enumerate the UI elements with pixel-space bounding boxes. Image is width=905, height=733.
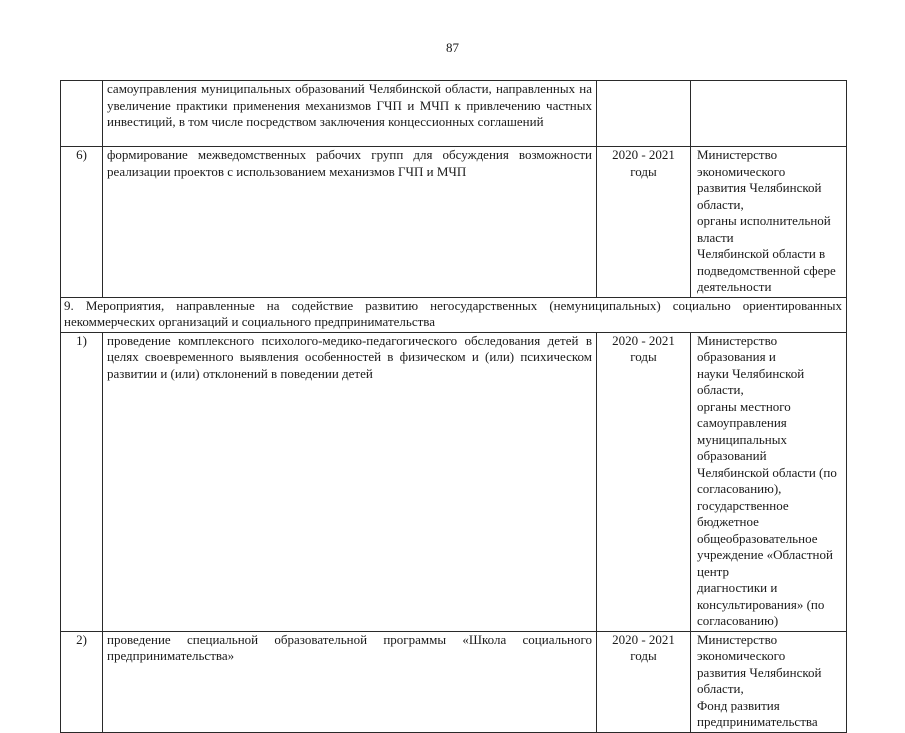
table-row	[61, 81, 847, 147]
responsible-line: учреждение «Областной центр	[697, 547, 833, 579]
responsible-line: Челябинской области в	[697, 246, 826, 261]
row-number	[61, 81, 103, 147]
responsible-line: диагностики и	[697, 580, 778, 595]
responsible-line: деятельности	[697, 279, 772, 294]
row-number: 1)	[61, 332, 103, 631]
responsible-line: общеобразовательное	[697, 530, 818, 546]
responsible-line: Министерство образования и	[697, 332, 778, 364]
row-number: 6)	[61, 147, 103, 298]
responsible-line: Министерство экономического	[697, 631, 786, 663]
responsible-line: органы местного	[697, 398, 791, 414]
responsible-line: Министерство экономического	[697, 147, 786, 179]
responsible-line: развития Челябинской области,	[697, 664, 822, 696]
responsible-line: предпринимательства	[697, 714, 818, 729]
table-row	[61, 332, 847, 631]
measures-table	[60, 80, 847, 733]
responsible-line: муниципальных образований	[697, 431, 788, 463]
responsible-line: Челябинской области (по	[697, 464, 837, 480]
responsible-line: согласованию),	[697, 481, 782, 496]
responsible-line: развития Челябинской области,	[697, 180, 822, 212]
responsible-line: консультирования» (по	[697, 596, 825, 612]
page-number: 87	[446, 40, 459, 55]
responsible-line: согласованию)	[697, 613, 779, 628]
row-period: 2020 - 2021 годы	[597, 631, 691, 732]
row-responsible	[691, 81, 847, 147]
section-header-row	[61, 297, 847, 332]
responsible-line: Фонд развития	[697, 697, 780, 713]
responsible-line: подведомственной сфере	[697, 262, 836, 278]
row-number: 2)	[61, 631, 103, 732]
responsible-line: науки Челябинской области,	[697, 365, 805, 397]
row-period	[597, 81, 691, 147]
row-description: самоуправления муниципальных образований Челябинской области, направленных на увеличение практики применения механизмов ГЧП и МЧП к привлечению частных инвестиций, в том числе посредством заключения концессионных соглашений	[103, 81, 597, 147]
row-period: 2020 - 2021 годы	[597, 332, 691, 631]
row-period: 2020 - 2021 годы	[597, 147, 691, 298]
section-title: 9. Мероприятия, направленные на содействие развитию негосударственных (немуниципальных) социально ориентированных некоммерческих организаций и социального предпринимательства	[61, 297, 847, 332]
row-responsible	[691, 332, 847, 631]
row-description: проведение комплексного психолого-медико-педагогического обследования детей в целях своевременного выявления особенностей в физическом и (или) психическом развитии и (или) отклонений в поведении детей	[103, 332, 597, 631]
table-row	[61, 147, 847, 298]
table-row	[61, 631, 847, 732]
responsible-line: самоуправления	[697, 415, 787, 430]
row-description: проведение специальной образовательной программы «Школа социального предпринимательства»	[103, 631, 597, 732]
responsible-line: государственное бюджетное	[697, 497, 789, 529]
row-description: формирование межведомственных рабочих групп для обсуждения возможности реализации проектов с использованием механизмов ГЧП и МЧП	[103, 147, 597, 298]
row-responsible	[691, 631, 847, 732]
responsible-line: органы исполнительной власти	[697, 213, 831, 245]
row-responsible	[691, 147, 847, 298]
